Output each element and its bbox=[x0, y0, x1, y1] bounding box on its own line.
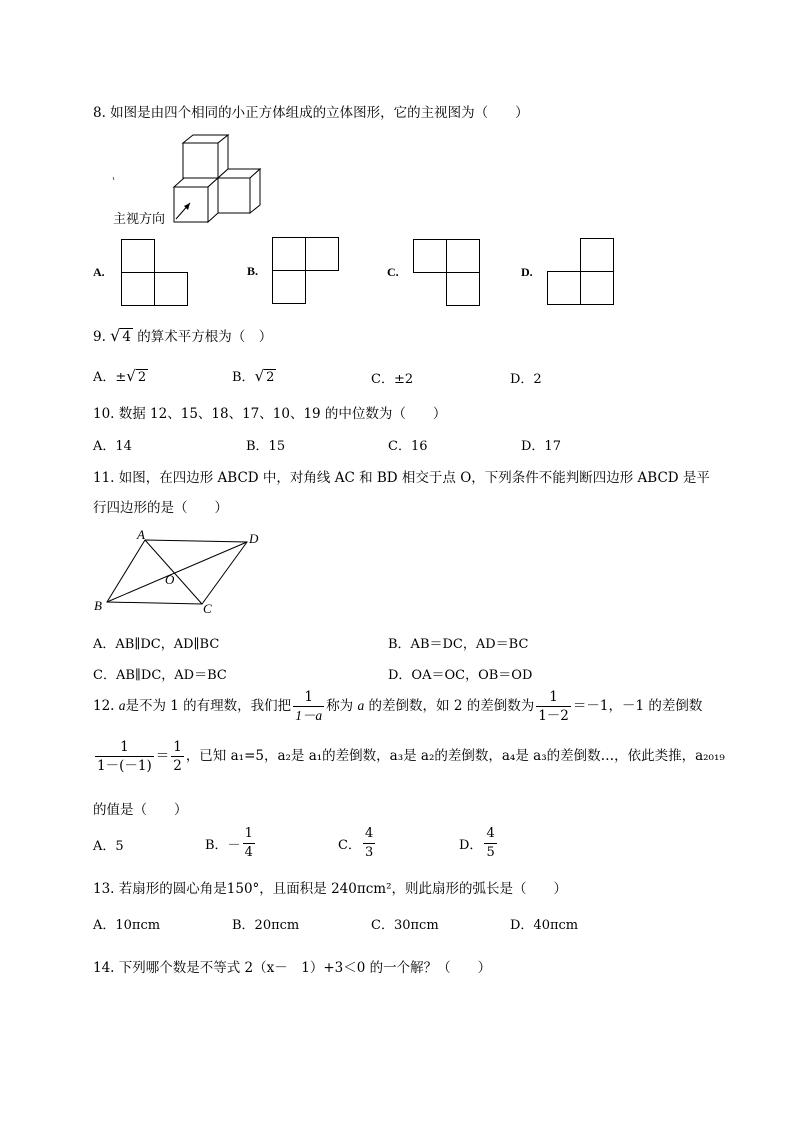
q8-option-a-figure bbox=[121, 239, 189, 306]
q8-option-d[interactable]: D. bbox=[521, 265, 533, 279]
q8-option-c[interactable]: C. bbox=[387, 265, 399, 279]
q9-option-c[interactable]: C．±2 bbox=[371, 372, 414, 387]
q13-option-a[interactable]: A．10πcm bbox=[93, 918, 161, 933]
q12-stem-line1: 12. a是不为 1 的有理数，我们把 $\frac{1}{1-a}$ 称为 a 的差倒数，如 2 的差倒数为 $\frac{1}{1-2}$ ＝－1，－1 的差倒数 bbox=[93, 689, 703, 724]
q12-stem-line3: 的值是（ ） bbox=[93, 802, 188, 818]
q12-option-c[interactable]: C． $\frac{4}{3}$ bbox=[338, 826, 374, 860]
q8-view-direction-label: 主视方向 bbox=[113, 212, 166, 227]
q11-point-o: O bbox=[165, 572, 175, 587]
q12-option-d[interactable]: D． $\frac{4}{5}$ bbox=[459, 826, 495, 860]
q11-option-d[interactable]: D．OA＝OC，OB＝OD bbox=[388, 668, 533, 683]
q9-option-b[interactable]: B．√ 2 bbox=[232, 367, 275, 385]
q11-point-c: C bbox=[203, 601, 212, 616]
q9-option-a[interactable]: A．±√ 2 bbox=[93, 367, 147, 385]
q8-option-a[interactable]: A. bbox=[93, 265, 105, 279]
q9-number: 9. bbox=[93, 329, 111, 345]
q10-stem: 10. 数据 12、15、18、17、10、19 的中位数为（ ） bbox=[93, 406, 447, 422]
q11-stem-line2: 行四边形的是（ ） bbox=[93, 500, 228, 516]
q10-option-d[interactable]: D．17 bbox=[521, 439, 561, 454]
q11-option-c[interactable]: C．AB∥DC，AD＝BC bbox=[93, 668, 227, 683]
q9-suffix: 的算术平方根为（ ） bbox=[137, 329, 273, 345]
q13-option-b[interactable]: B．20πcm bbox=[232, 918, 300, 933]
q11-point-a: A bbox=[137, 527, 145, 542]
q8-option-c-figure bbox=[413, 239, 481, 306]
q11-option-b[interactable]: B．AB＝DC，AD＝BC bbox=[388, 637, 529, 652]
q8-stem: 8. 如图是由四个相同的小正方体组成的立体图形，它的主视图为（ ） bbox=[93, 105, 529, 121]
q11-option-a[interactable]: A．AB∥DC，AD∥BC bbox=[93, 637, 220, 652]
q9-stem: 9. √ 4 的算术平方根为（ ） bbox=[93, 326, 273, 345]
q10-option-a[interactable]: A．14 bbox=[93, 439, 132, 454]
q13-option-d[interactable]: D．40πcm bbox=[510, 918, 579, 933]
q9-radicand: 4 bbox=[122, 329, 131, 345]
q8-option-b[interactable]: B. bbox=[247, 264, 259, 278]
q12-stem-line2: $\frac{1}{1-(-1)}$ ＝ $\frac{1}{2}$ ，已知 a₁=5，a₂是 a₁的差倒数，a₃是 a₂的差倒数，a₄是 a₃的差倒数…，依此类推，a₂₀₁₉ bbox=[97, 739, 725, 774]
q11-stem-line1: 11. 如图，在四边形 ABCD 中，对角线 AC 和 BD 相交于点 O，下列条件不能判断四边形 ABCD 是平 bbox=[93, 470, 710, 486]
q8-option-b-figure bbox=[272, 237, 340, 304]
q13-stem: 13. 若扇形的圆心角是150°，且面积是 240πcm²，则此扇形的弧长是（ ） bbox=[93, 881, 567, 897]
q10-option-c[interactable]: C．16 bbox=[388, 439, 428, 454]
q10-option-b[interactable]: B．15 bbox=[246, 439, 286, 454]
q12-option-a[interactable]: A．5 bbox=[93, 839, 124, 854]
q11-quadrilateral-figure bbox=[92, 528, 272, 620]
q14-stem: 14. 下列哪个数是不等式 2（x－ 1）+3＜0 的一个解？（ ） bbox=[93, 960, 492, 976]
q12-option-b[interactable]: B．－ $\frac{1}{4}$ bbox=[205, 826, 253, 860]
q11-point-d: D bbox=[249, 531, 259, 546]
q8-option-d-figure bbox=[547, 238, 615, 306]
q9-option-d[interactable]: D．2 bbox=[510, 372, 542, 387]
q11-point-b: B bbox=[94, 598, 102, 613]
q13-option-c[interactable]: C．30πcm bbox=[371, 918, 439, 933]
